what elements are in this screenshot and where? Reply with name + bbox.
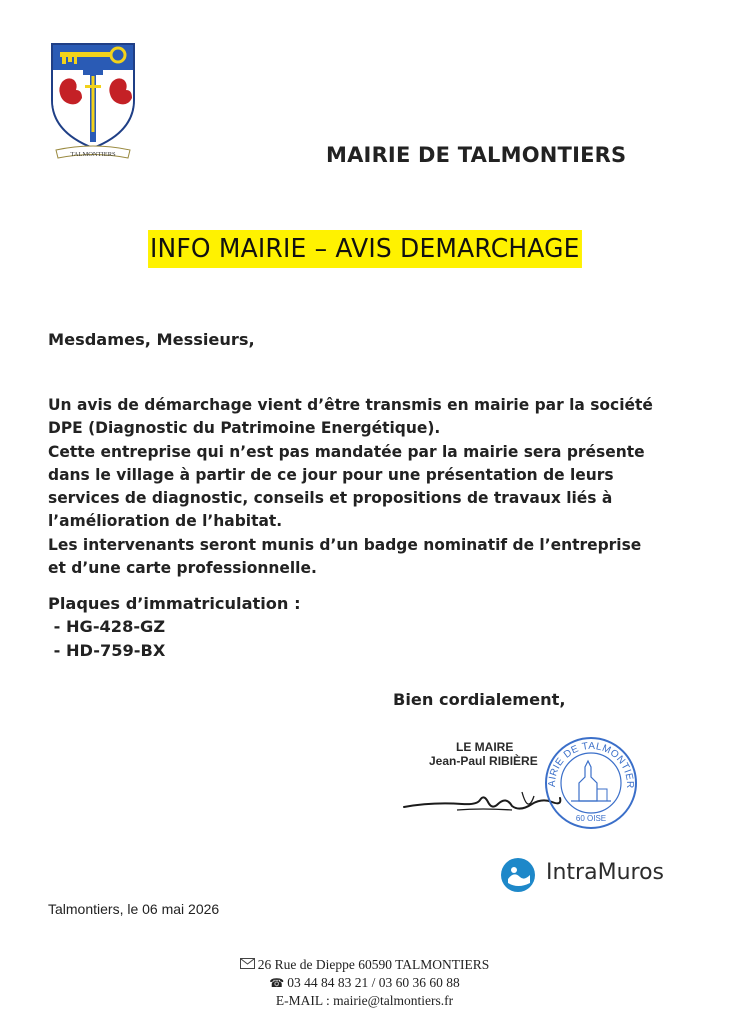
- intramuros-label: IntraMuros: [546, 860, 664, 885]
- town-hall-title: MAIRIE DE TALMONTIERS: [326, 143, 627, 167]
- body-line: dans le village à partir de ce jour pour une présentation de leurs: [48, 464, 614, 484]
- footer-phone-line: [0, 974, 729, 992]
- footer-address: 26 Rue de Dieppe 60590 TALMONTIERS: [257, 957, 490, 972]
- crest-ribbon-text: TALMONTIERS: [70, 151, 116, 158]
- stamp-text-top: AIRIE DE TALMONTIER: [546, 740, 636, 789]
- footer-contact: [0, 956, 729, 1010]
- body-line: Un avis de démarchage vient d’être transmis en mairie par la société: [48, 395, 653, 414]
- plates-label: Plaques d’immatriculation :: [48, 594, 301, 613]
- notice-headline: INFO MAIRIE – AVIS DEMARCHAGE: [148, 230, 582, 268]
- body-line: Les intervenants seront munis d’un badge nominatif de l’entreprise: [48, 534, 642, 554]
- body-line: l’amélioration de l’habitat.: [48, 511, 283, 531]
- body-line: et d’une carte professionnelle.: [48, 558, 317, 578]
- salutation: Mesdames, Messieurs,: [48, 330, 255, 349]
- footer-email: E-MAIL : mairie@talmontiers.fr: [275, 993, 454, 1008]
- notice-body: [48, 393, 653, 579]
- date-line: Talmontiers, le 06 mai 2026: [48, 901, 220, 917]
- stamp-text-bottom: 60 OISE: [575, 814, 607, 823]
- body-line: Cette entreprise qui n’est pas mandatée par la mairie sera présente: [48, 441, 645, 461]
- mayor-title: LE MAIRE: [456, 740, 514, 754]
- body-line: DPE (Diagnostic du Patrimoine Energétique).: [48, 418, 441, 438]
- town-crest-logo: [48, 40, 138, 164]
- license-plates-block: [48, 592, 301, 662]
- closing-line: Bien cordialement,: [393, 690, 566, 709]
- footer-phones: 03 44 84 83 21 / 03 60 36 60 88: [287, 975, 460, 990]
- headline-container: [0, 230, 729, 268]
- body-line: services de diagnostic, conseils et propositions de travaux liés à: [48, 488, 613, 508]
- plate-item: - HG-428-GZ: [48, 617, 166, 637]
- plate-item: - HD-759-BX: [48, 640, 166, 660]
- envelope-icon: [240, 958, 255, 969]
- phone-icon: ☎: [269, 976, 285, 990]
- intramuros-icon: [500, 857, 536, 893]
- footer-address-line: [0, 956, 729, 974]
- official-stamp: [541, 733, 641, 833]
- intramuros-logo: [500, 855, 690, 895]
- mayor-name: Jean-Paul RIBIÈRE: [429, 754, 538, 768]
